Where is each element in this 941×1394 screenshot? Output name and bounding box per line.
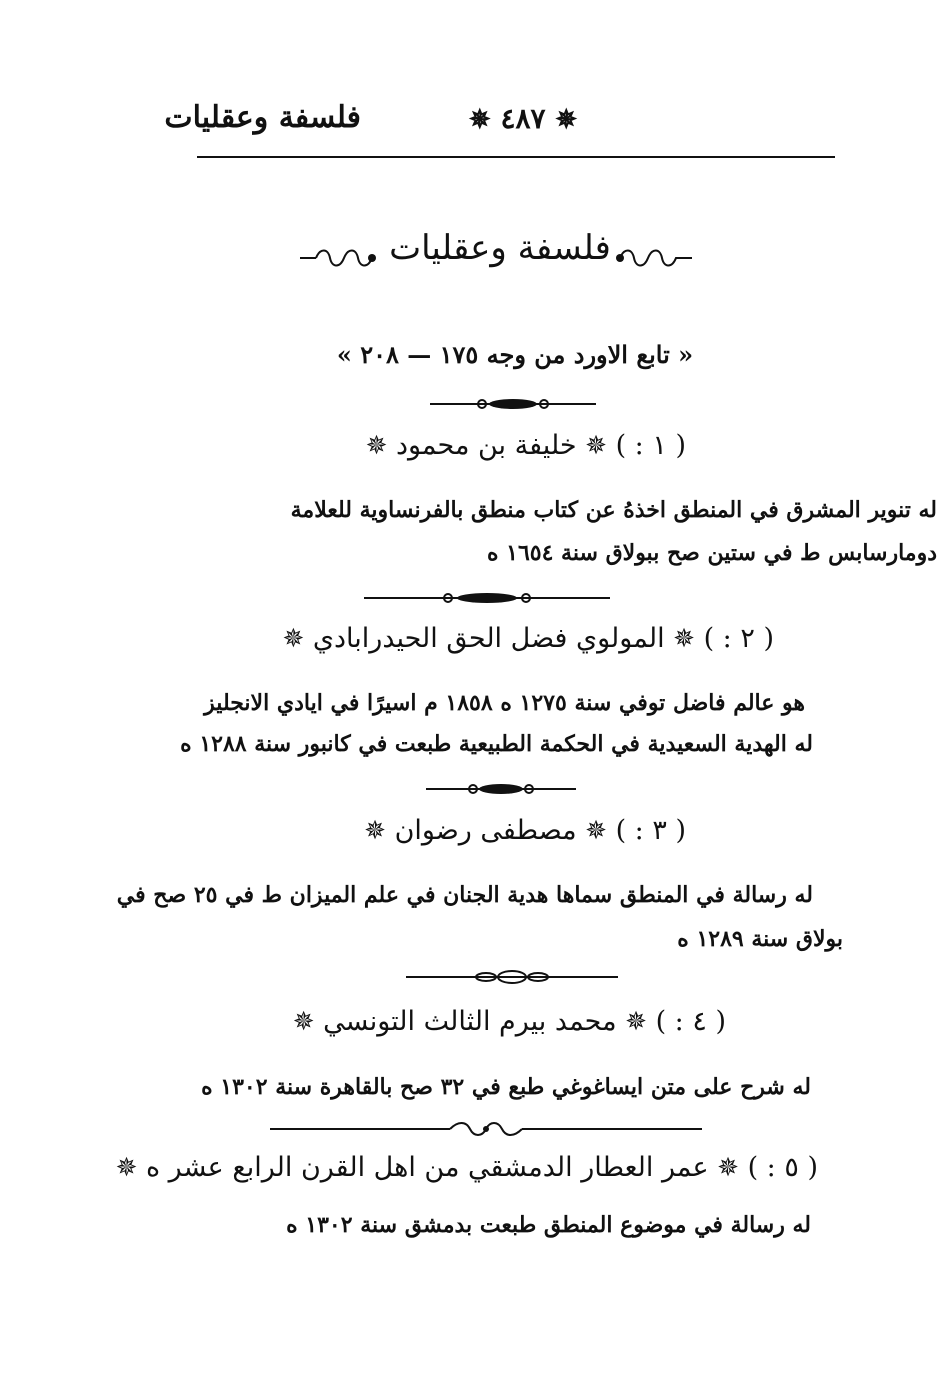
running-title: فلسفة وعقليات — [164, 100, 361, 135]
entry-name: عمر العطار الدمشقي من اهل القرن الرابع عشر ه — [145, 1152, 709, 1183]
divider-ornament-icon — [364, 590, 610, 606]
divider-ornament-icon — [430, 396, 596, 412]
entry-number: ( ٤ : ) — [655, 1006, 726, 1037]
divider-ornament-icon — [270, 1120, 702, 1138]
header-rule — [197, 156, 835, 158]
entry-name: خليفة بن محمود — [395, 430, 577, 461]
entry-text-line: له رسالة في المنطق سماها هدية الجنان في علم الميزان ط في ٢٥ صح في — [116, 882, 813, 908]
entry-number: ( ١ : ) — [615, 430, 686, 461]
star-ornament-icon: ✵ — [468, 105, 491, 135]
star-ornament-icon: ✵ — [292, 1007, 315, 1037]
page-number: ٤٨٧ — [500, 102, 546, 135]
star-ornament-icon: ✵ — [673, 624, 695, 654]
entry-number: ( ٥ : ) — [747, 1152, 818, 1183]
star-ornament-icon: ✵ — [717, 1153, 739, 1183]
entry-text-line: له شرح على متن ايساغوغي طبع في ٣٢ صح بالقاهرة سنة ١٣٠٢ ه — [201, 1074, 811, 1100]
entry-text-line: له الهدية السعيدية في الحكمة الطبيعية طبعت في كانبور سنة ١٢٨٨ ه — [180, 731, 813, 757]
entry-text-line: دومارسابس ط في ستين صح ببولاق سنة ١٦٥٤ ه — [486, 540, 937, 566]
section-subtitle: « تابع الاورد من وجه ١٧٥ — ٢٠٨ » — [336, 340, 694, 369]
star-ornament-icon: ✵ — [625, 1007, 647, 1037]
star-ornament-icon: ✵ — [555, 105, 578, 135]
entry-heading — [365, 430, 686, 461]
star-ornament-icon: ✵ — [282, 624, 305, 654]
star-ornament-icon: ✵ — [364, 816, 386, 846]
entry-name: محمد بيرم الثالث التونسي — [323, 1006, 617, 1037]
entry-number: ( ٣ : ) — [615, 815, 686, 846]
entry-text-line: له تنوير المشرق في المنطق اخذهُ عن كتاب منطق بالفرنساوية للعلامة — [290, 497, 937, 523]
entry-heading — [115, 1152, 818, 1183]
divider-ornament-icon — [406, 968, 618, 986]
page-number-block — [458, 102, 588, 135]
section-title: فلسفة وعقليات — [389, 228, 611, 268]
star-ornament-icon: ✵ — [585, 816, 607, 846]
star-ornament-icon: ✵ — [365, 431, 388, 461]
star-ornament-icon: ✵ — [115, 1153, 138, 1183]
title-flourish-right-icon — [614, 238, 694, 278]
entry-text-line: بولاق سنة ١٢٨٩ ه — [677, 926, 843, 952]
entry-name: مصطفى رضوان — [394, 815, 577, 846]
entry-name: المولوي فضل الحق الحيدرابادي — [312, 623, 665, 654]
entry-text-line: هو عالم فاضل توفي سنة ١٢٧٥ ه ١٨٥٨ م اسيرًا في ايادي الانجليز — [204, 690, 805, 716]
entry-heading — [282, 623, 774, 654]
entry-text-line: له رسالة في موضوع المنطق طبعت بدمشق سنة ١٣٠٢ ه — [286, 1212, 811, 1238]
divider-ornament-icon — [426, 781, 576, 797]
star-ornament-icon: ✵ — [585, 431, 607, 461]
entry-number: ( ٢ : ) — [703, 623, 774, 654]
entry-heading — [364, 815, 686, 846]
entry-heading — [292, 1006, 726, 1037]
